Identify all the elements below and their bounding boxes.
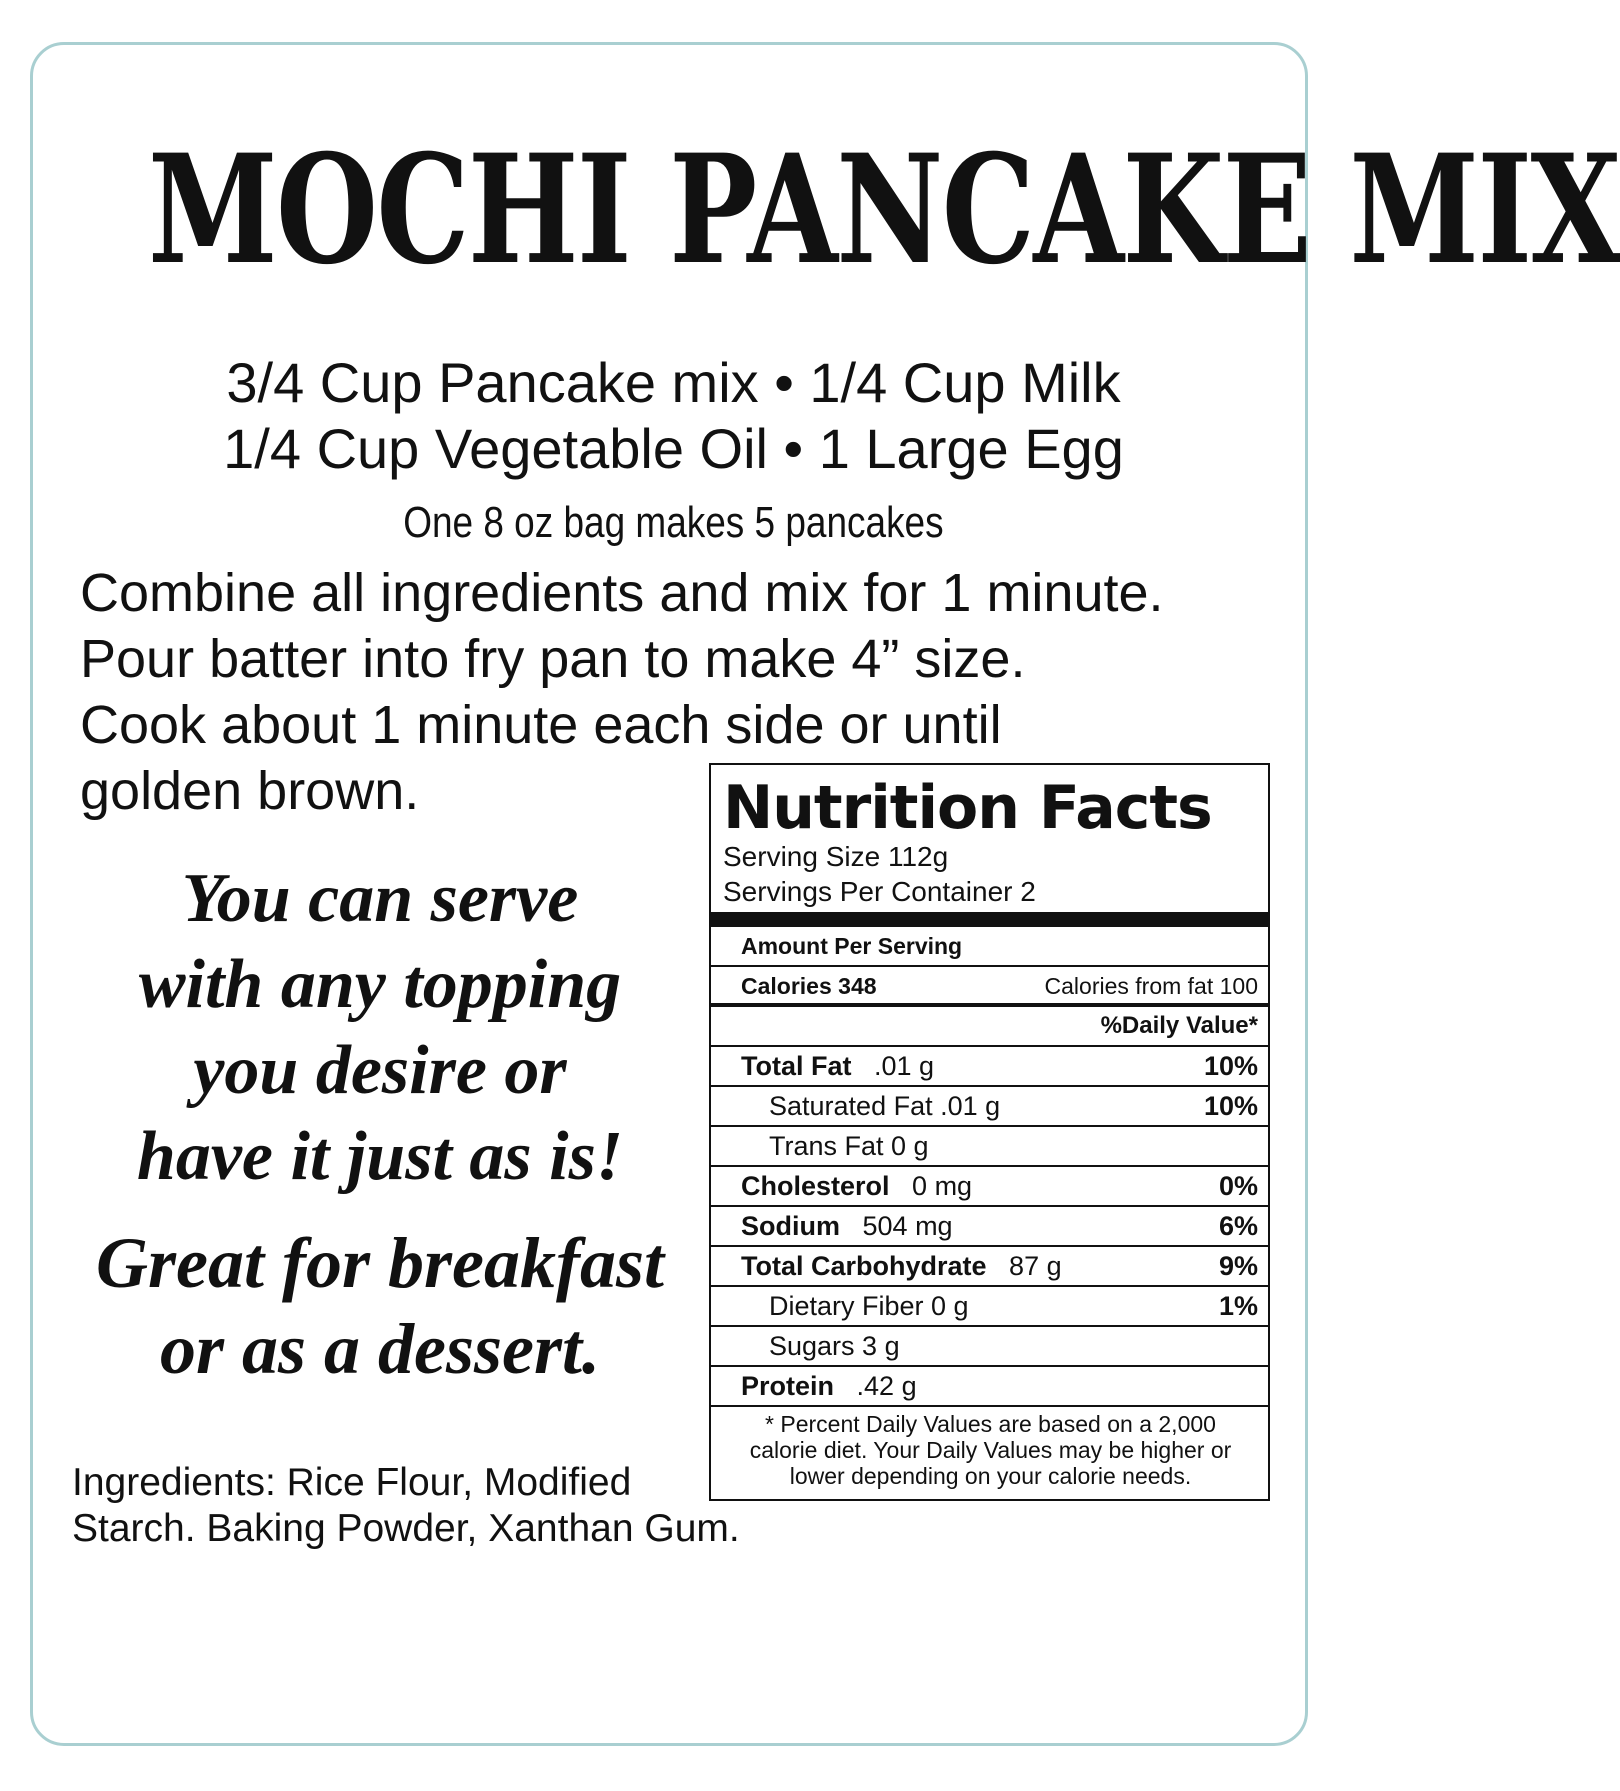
nutrient-amount: .42 g [841, 1371, 917, 1401]
nutrient-label: Protein [741, 1371, 835, 1401]
serving-note-line: You can serve [181, 860, 579, 937]
nutrient-label: Cholesterol [741, 1171, 890, 1201]
nutrient-row-sugars [711, 1327, 1268, 1367]
daily-value-header: %Daily Value* [1100, 1012, 1258, 1039]
nutrient-amount: 0 mg [897, 1171, 973, 1201]
nutrient-row-dietary-fiber [711, 1287, 1268, 1327]
nutrient-daily-value: 10% [1203, 1051, 1258, 1081]
daily-value-header-row [711, 1007, 1268, 1047]
nutrient-row-sodium [711, 1207, 1268, 1247]
recipe-line-1: 3/4 Cup Pancake mix • 1/4 Cup Milk [226, 351, 1121, 414]
serving-note-line: you desire or [193, 1032, 567, 1109]
nutrition-footnote [717, 1411, 1264, 1489]
nutrient-daily-value: 1% [1218, 1291, 1258, 1321]
tagline-line: Great for breakfast [96, 1223, 664, 1303]
ingredients-list [72, 1460, 772, 1552]
nutrition-rows [711, 927, 1268, 1407]
nutrient-label: Trans Fat 0 g [769, 1131, 929, 1161]
calories-from-fat: Calories from fat 100 [1044, 973, 1258, 999]
serving-note [50, 856, 710, 1200]
tagline [50, 1220, 710, 1392]
directions-line: Combine all ingredients and mix for 1 minute. [80, 563, 1164, 623]
footnote-line: calorie diet. Your Daily Values may be higher or [749, 1437, 1232, 1463]
serving-note-line: with any topping [138, 946, 622, 1023]
recipe-line-2: 1/4 Cup Vegetable Oil • 1 Large Egg [223, 417, 1124, 480]
nutrient-daily-value: 0% [1218, 1171, 1258, 1201]
directions-line: Cook about 1 minute each side or until [80, 695, 1002, 755]
serving-note-line: have it just as is! [136, 1118, 624, 1195]
nutrient-daily-value: 9% [1218, 1251, 1258, 1281]
nutrient-amount: .01 g [859, 1051, 935, 1081]
servings-per-container: Servings Per Container 2 [723, 876, 1036, 907]
nutrient-label: Saturated Fat .01 g [769, 1091, 1001, 1121]
calories-value: Calories 348 [741, 973, 877, 999]
footnote-line: * Percent Daily Values are based on a 2,000 [765, 1411, 1216, 1437]
nutrient-label: Sodium [741, 1211, 840, 1241]
nutrient-daily-value: 10% [1203, 1091, 1258, 1121]
nutrient-row-total-fat [711, 1047, 1268, 1087]
yield-note: One 8 oz bag makes 5 pancakes [403, 498, 944, 547]
amount-per-serving-row [711, 927, 1268, 967]
nutrient-label: Total Carbohydrate [741, 1251, 987, 1281]
tagline-line: or as a dessert. [159, 1309, 600, 1389]
nutrient-row-protein [711, 1367, 1268, 1407]
nutrition-divider-bar [711, 912, 1268, 927]
nutrient-label: Dietary Fiber 0 g [769, 1291, 969, 1321]
nutrient-row-saturated-fat [711, 1087, 1268, 1127]
footnote-line: lower depending on your calorie needs. [789, 1463, 1192, 1489]
nutrient-row-trans-fat [711, 1127, 1268, 1167]
serving-size: Serving Size 112g [723, 841, 949, 872]
nutrient-row-total-carbohydrate [711, 1247, 1268, 1287]
ingredients-line: Starch. Baking Powder, Xanthan Gum. [72, 1507, 740, 1550]
nutrient-amount: 504 mg [847, 1211, 953, 1241]
nutrient-label: Sugars 3 g [769, 1331, 900, 1361]
nutrient-label: Total Fat [741, 1051, 852, 1081]
calories-row [711, 967, 1268, 1007]
nutrition-facts-title: Nutrition Facts [723, 773, 1212, 843]
directions-line: golden brown. [80, 761, 420, 821]
amount-per-serving-label: Amount Per Serving [741, 933, 963, 959]
product-title: MOCHI PANCAKE MIX [148, 122, 1620, 298]
nutrient-amount: 87 g [994, 1251, 1062, 1281]
nutrition-facts-panel [709, 763, 1270, 1501]
nutrient-daily-value: 6% [1218, 1211, 1258, 1241]
directions-line: Pour batter into fry pan to make 4” size. [80, 629, 1026, 689]
ingredients-line: Ingredients: Rice Flour, Modified [72, 1461, 632, 1504]
nutrient-row-cholesterol [711, 1167, 1268, 1207]
